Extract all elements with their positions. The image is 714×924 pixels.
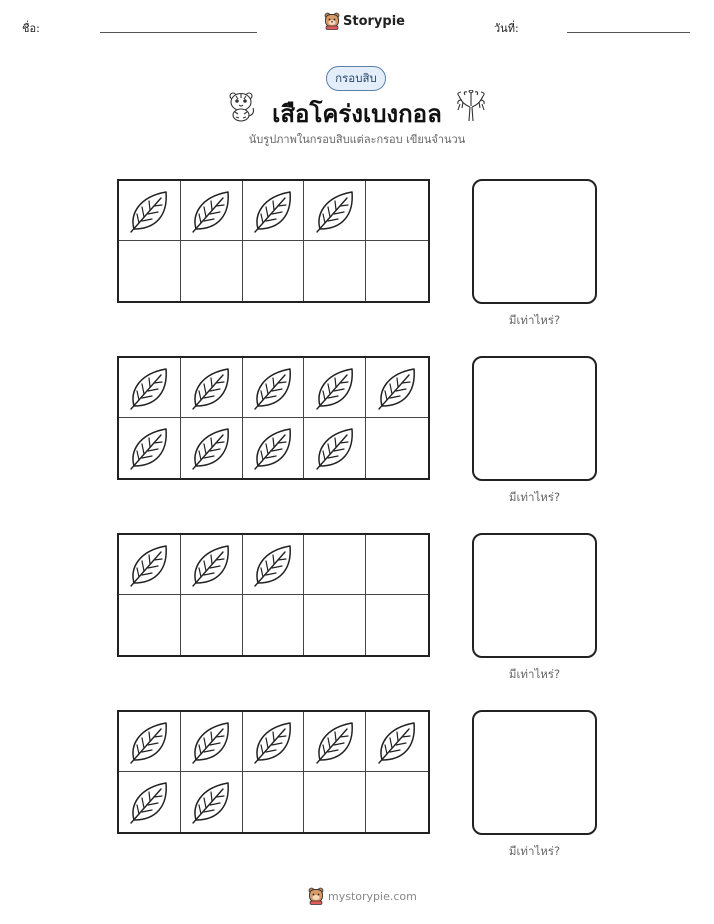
ten-frame-cell	[366, 595, 428, 655]
ten-frame-cell	[304, 181, 366, 241]
ten-frame-cell	[119, 595, 181, 655]
leaf-icon	[314, 720, 356, 764]
ten-frame-cell	[181, 358, 243, 418]
ten-frame-cell	[366, 241, 428, 301]
ten-frame-cell	[243, 358, 305, 418]
ten-frame-cell	[304, 712, 366, 772]
ten-frame-cell	[243, 241, 305, 301]
ten-frame-cell	[119, 181, 181, 241]
bear-logo-icon	[308, 887, 324, 905]
ten-frame-cell	[366, 712, 428, 772]
ten-frame-cell	[366, 418, 428, 478]
ten-frame-cell	[181, 772, 243, 832]
tree-icon	[454, 90, 488, 122]
answer-question: มีเท่าไหร่?	[508, 844, 561, 858]
worksheet-title: เสือโคร่งเบงกอล	[272, 100, 442, 128]
ten-frame-cell	[366, 535, 428, 595]
leaf-icon	[128, 366, 170, 410]
ten-frame-cell	[243, 418, 305, 478]
leaf-icon	[252, 189, 294, 233]
leaf-icon	[128, 543, 170, 587]
ten-frame-cell	[304, 535, 366, 595]
leaf-icon	[314, 366, 356, 410]
ten-frame	[117, 179, 430, 303]
ten-frame-cell	[181, 241, 243, 301]
leaf-icon	[128, 189, 170, 233]
ten-frame-cell	[366, 772, 428, 832]
answer-question: มีเท่าไหร่?	[508, 667, 561, 681]
name-line[interactable]	[100, 32, 257, 33]
answer-box[interactable]	[472, 179, 597, 304]
brand-logo	[324, 12, 405, 30]
ten-frame-cell	[243, 595, 305, 655]
ten-frame-cell	[181, 535, 243, 595]
ten-frame-cell	[243, 181, 305, 241]
answer-box[interactable]	[472, 533, 597, 658]
leaf-icon	[252, 366, 294, 410]
ten-frame-cell	[119, 358, 181, 418]
footer-url: mystorypie.com	[328, 889, 417, 903]
name-label: ชื่อ:	[22, 22, 40, 35]
leaf-icon	[252, 543, 294, 587]
ten-frame-cell	[243, 535, 305, 595]
leaf-icon	[190, 189, 232, 233]
ten-frame-cell	[181, 181, 243, 241]
leaf-icon	[128, 426, 170, 470]
ten-frame-cell	[243, 772, 305, 832]
ten-frame-cell	[181, 712, 243, 772]
ten-frame-cell	[181, 595, 243, 655]
leaf-icon	[376, 720, 418, 764]
answer-question: มีเท่าไหร่?	[508, 313, 561, 327]
leaf-icon	[128, 720, 170, 764]
leaf-icon	[190, 426, 232, 470]
ten-frame-cell	[119, 712, 181, 772]
leaf-icon	[314, 189, 356, 233]
leaf-icon	[252, 426, 294, 470]
ten-frame-cell	[304, 241, 366, 301]
ten-frame-cell	[243, 712, 305, 772]
answer-question: มีเท่าไหร่?	[508, 490, 561, 504]
leaf-icon	[252, 720, 294, 764]
leaf-icon	[128, 780, 170, 824]
ten-frame-cell	[119, 241, 181, 301]
brand-name: Storypie	[343, 13, 405, 29]
answer-box[interactable]	[472, 356, 597, 481]
ten-frame-cell	[119, 772, 181, 832]
answer-box[interactable]	[472, 710, 597, 835]
date-line[interactable]	[567, 32, 690, 33]
leaf-icon	[190, 366, 232, 410]
ten-frame	[117, 356, 430, 480]
ten-frame	[117, 710, 430, 834]
leaf-icon	[376, 366, 418, 410]
leaf-icon	[314, 426, 356, 470]
ten-frame-cell	[304, 595, 366, 655]
leaf-icon	[190, 780, 232, 824]
topic-badge: กรอบสิบ	[326, 66, 386, 91]
ten-frame-cell	[119, 535, 181, 595]
ten-frame-cell	[181, 418, 243, 478]
footer	[308, 887, 417, 905]
leaf-icon	[190, 720, 232, 764]
ten-frame-cell	[366, 358, 428, 418]
ten-frame-cell	[304, 418, 366, 478]
ten-frame-cell	[304, 358, 366, 418]
leaf-icon	[190, 543, 232, 587]
instructions: นับรูปภาพในกรอบสิบแต่ละกรอบ เขียนจำนวน	[248, 133, 466, 146]
ten-frame-cell	[366, 181, 428, 241]
date-label: วันที่:	[494, 22, 519, 35]
ten-frame	[117, 533, 430, 657]
ten-frame-cell	[304, 772, 366, 832]
ten-frame-cell	[119, 418, 181, 478]
bear-logo-icon	[324, 12, 340, 30]
